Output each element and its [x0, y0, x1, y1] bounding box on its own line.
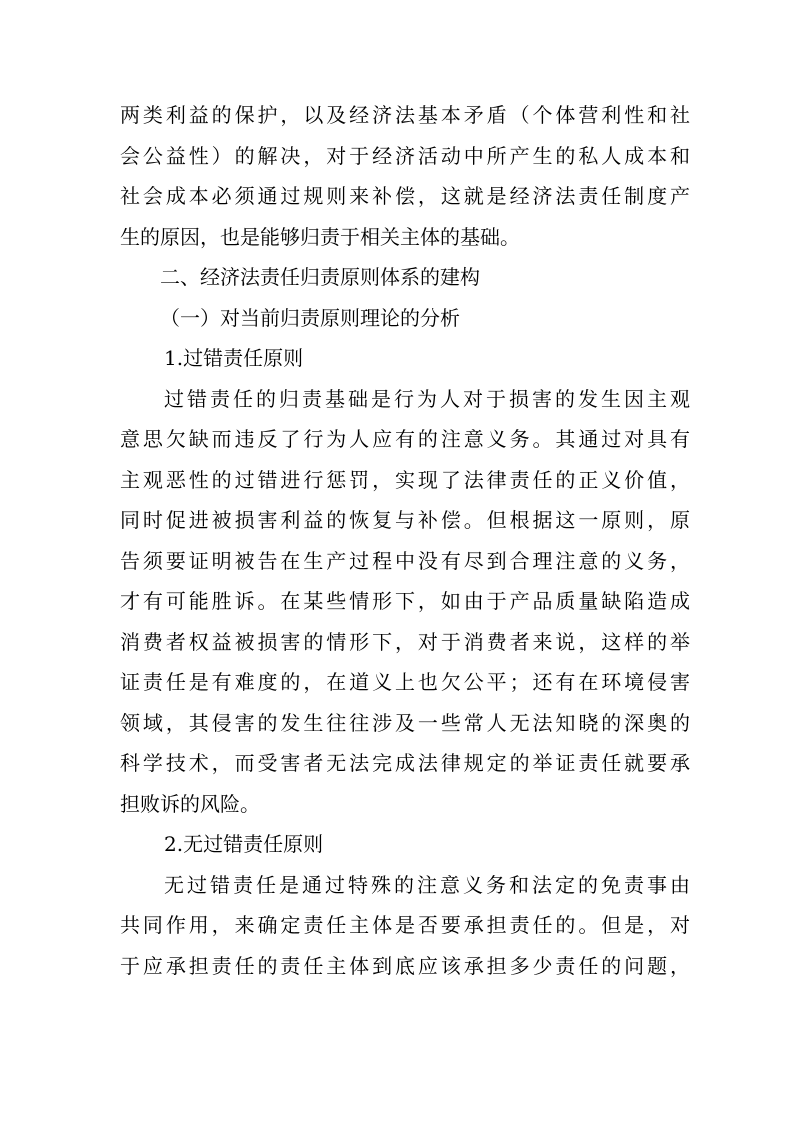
- text-line: 同时促进被损害利益的恢复与补偿。但根据这一原则，原: [120, 508, 690, 532]
- text-line: 主观恶性的过错进行惩罚，实现了法律责任的正义价值，: [120, 467, 690, 492]
- subsection-heading: （一）对当前归责原则理论的分析: [160, 305, 460, 330]
- text-line: 会公益性）的解决，对于经济活动中所产生的私人成本和: [120, 143, 690, 168]
- text-line: 科学技术，而受害者无法完成法律规定的举证责任就要承: [120, 751, 690, 775]
- text-line: 意思欠缺而违反了行为人应有的注意义务。其通过对具有: [120, 427, 690, 451]
- text-line: 告须要证明被告在生产过程中没有尽到合理注意的义务，: [120, 548, 690, 573]
- item-heading: 1.过错责任原则: [164, 346, 304, 370]
- paragraph-first-line: 无过错责任是通过特殊的注意义务和法定的免责事由: [164, 872, 690, 897]
- text-line: 消费者权益被损害的情形下，对于消费者来说，这样的举: [120, 629, 690, 654]
- text-line: 共同作用，来确定责任主体是否要承担责任的。但是，对: [120, 913, 690, 937]
- section-heading: 二、经济法责任归责原则体系的建构: [160, 265, 480, 289]
- text-line: 两类利益的保护，以及经济法基本矛盾（个体营利性和社: [120, 103, 690, 127]
- text-line: 生的原因，也是能够归责于相关主体的基础。: [120, 224, 520, 249]
- text-line: 于应承担责任的责任主体到底应该承担多少责任的问题，: [120, 953, 690, 978]
- item-heading: 2.无过错责任原则: [164, 832, 324, 856]
- paragraph-first-line: 过错责任的归责基础是行为人对于损害的发生因主观: [164, 386, 690, 411]
- text-line: 才有可能胜诉。在某些情形下，如由于产品质量缺陷造成: [120, 589, 690, 613]
- text-line: 社会成本必须通过规则来补偿，这就是经济法责任制度产: [120, 184, 690, 208]
- text-line: 担败诉的风险。: [120, 791, 260, 816]
- text-line: 证责任是有难度的，在道义上也欠公平；还有在环境侵害: [120, 670, 690, 694]
- text-line: 领域，其侵害的发生往往涉及一些常人无法知晓的深奥的: [120, 710, 690, 735]
- body-text: [120, 95, 690, 986]
